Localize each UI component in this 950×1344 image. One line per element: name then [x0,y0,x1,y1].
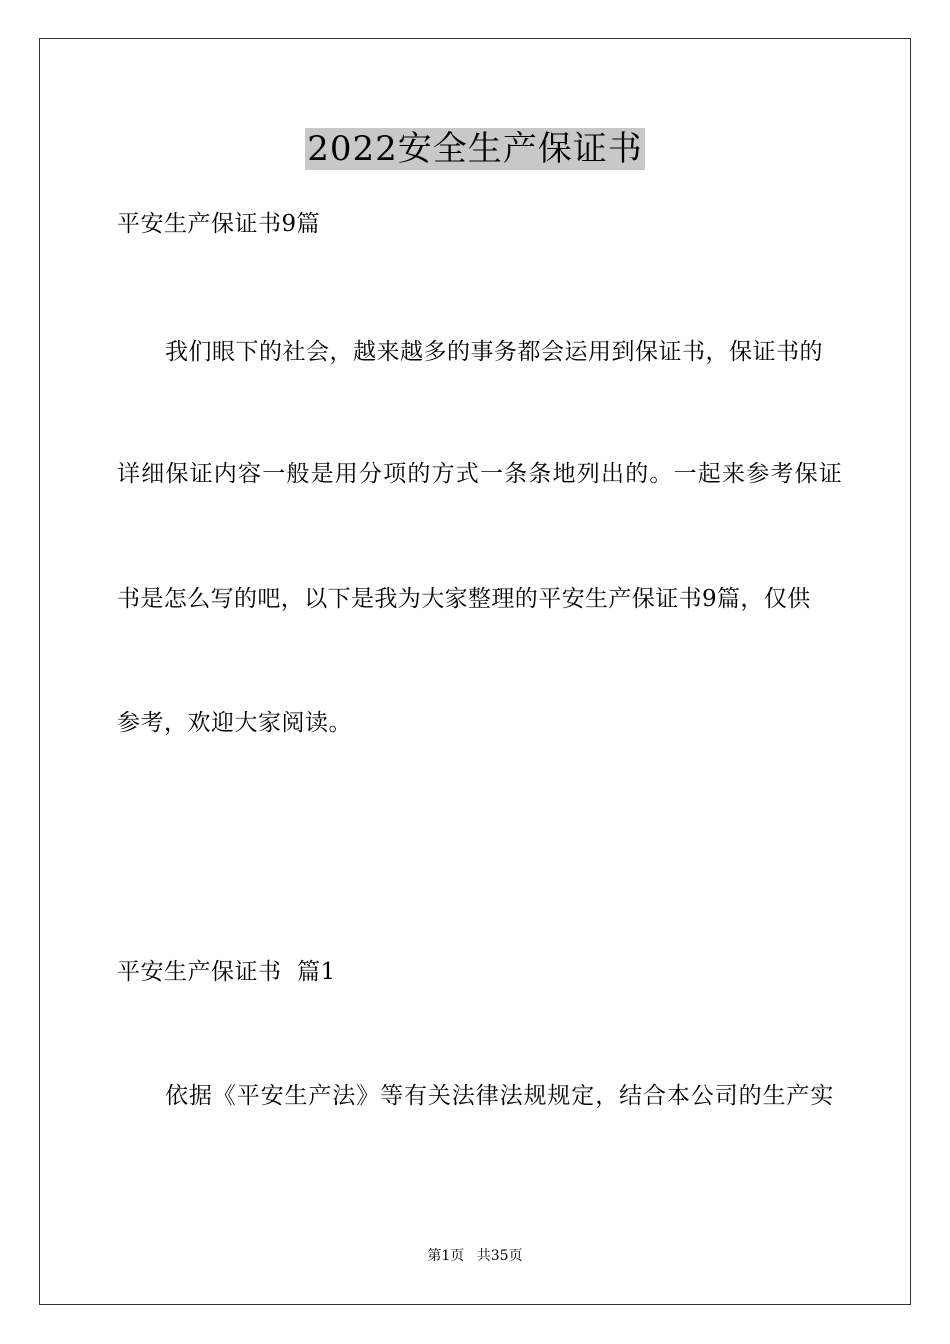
paragraph-line-3: 书是怎么写的吧，以下是我为大家整理的平安生产保证书9篇，仅供 [117,586,811,612]
section-heading: 平安生产保证书 篇1 [117,959,336,985]
document-subtitle: 平安生产保证书9篇 [117,211,321,237]
paragraph-line-2: 详细保证内容一般是用分项的方式一条条地列出的。一起来参考保证 [117,461,843,487]
document-title: 2022安全生产保证书 [307,129,643,169]
page-total: 共35页 [476,1248,523,1264]
page-footer [0,1247,950,1265]
title-container [0,128,950,170]
page-number: 第1页 [427,1248,465,1264]
section-paragraph-line-1: 依据《平安生产法》等有关法律法规规定，结合本公司的生产实 [165,1083,835,1109]
paragraph-line-4: 参考，欢迎大家阅读。 [117,710,352,736]
paragraph-line-1: 我们眼下的社会，越来越多的事务都会运用到保证书，保证书的 [165,339,823,365]
